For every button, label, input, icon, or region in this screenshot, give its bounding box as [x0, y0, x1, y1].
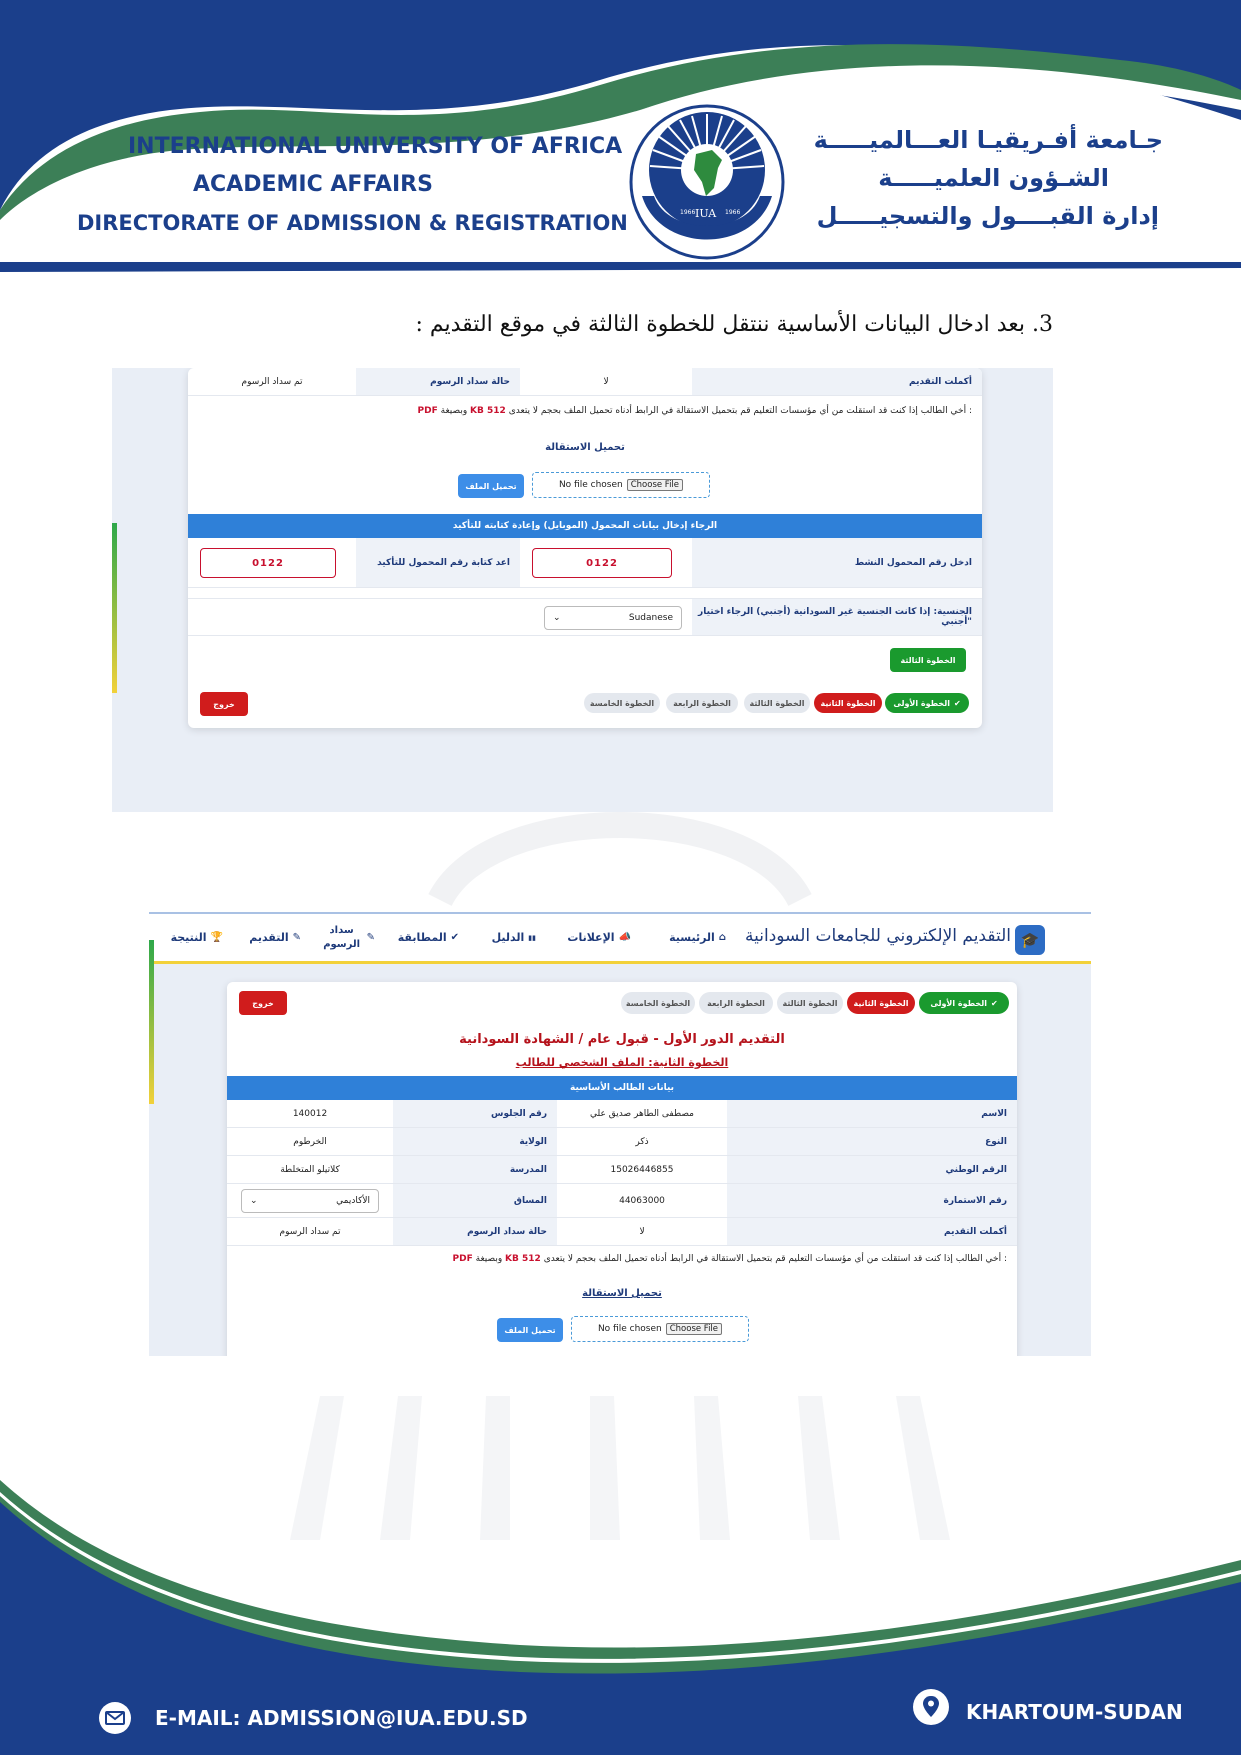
logo-year-left: 1966 [680, 209, 696, 216]
screenshot-step2-profile [149, 912, 1091, 1356]
resignation-note [418, 406, 972, 416]
note-size: 512 KB [470, 406, 506, 416]
nationality-label: الجنسية: إذا كانت الجنسية غير السودانية (أجنبي) الرجاء اختيار "أجنبي [692, 599, 982, 635]
state-value: الخرطوم [293, 1136, 327, 1147]
completed-value: لا [639, 1226, 645, 1237]
table-row [227, 1100, 1017, 1128]
nav-home-label: الرئيسية [669, 931, 715, 944]
graduation-cap-icon: 🎓 [1015, 925, 1045, 955]
choose-file-button[interactable]: Choose File [666, 1323, 722, 1335]
step-pill-4[interactable]: الخطوة الرابعة [666, 693, 738, 713]
mobile-instruction-bar: الرجاء إدخال بيانات المحمول (الموبايل) وإعادة كتابته للتأكيد [188, 514, 982, 538]
school-value: كلاتيلو المتخلطة [280, 1164, 340, 1175]
brand-title: التقديم الإلكتروني للجامعات السودانية [745, 926, 1011, 946]
nav-guide[interactable] [492, 914, 536, 961]
nav-fees[interactable] [321, 914, 375, 961]
step-pill-2[interactable]: الخطوة الثانية [847, 992, 915, 1014]
school-label: المدرسة [393, 1156, 557, 1183]
screenshot-crop-mask [140, 1356, 1100, 1396]
track-select[interactable] [241, 1189, 379, 1213]
mobile-input[interactable]: 0122 [532, 548, 672, 578]
check-circle-icon: ✔ [450, 932, 459, 943]
step-pill-5[interactable]: الخطوة الخامسة [621, 992, 695, 1014]
step-pill-1-label: الخطوة الأولى [930, 998, 987, 1008]
seat-number-label: رقم الجلوس [393, 1100, 557, 1127]
note-text: : أخي الطالب إذا كنت قد استقلت من أي مؤسسات التعليم قم بتحميل الاستقالة في الرابط أدناه تحميل الملف بحجم لا يتعدى [508, 406, 972, 416]
nav-result[interactable] [171, 914, 223, 961]
note-and-format: وبصيغة [475, 1254, 503, 1264]
edit-icon: ✎ [292, 932, 301, 943]
table-row [227, 1184, 1017, 1218]
nav-fees-label: سداد الرسوم [323, 924, 361, 950]
chevron-down-icon: ⌄ [553, 613, 561, 623]
completed-label: أكملت التقديم [692, 368, 982, 395]
application-title: التقديم الدور الأول - قبول عام / الشهادة السودانية [459, 1032, 785, 1047]
national-id-label: الرقم الوطني [727, 1156, 1017, 1183]
check-icon: ✔ [990, 998, 998, 1008]
book-icon: ▮▮ [528, 933, 536, 942]
header-english-line3: DIRECTORATE OF ADMISSION & REGISTRATION [77, 211, 628, 235]
sidebar-accent [112, 523, 117, 693]
basic-data-bar: بيانات الطالب الأساسية [227, 1076, 1017, 1100]
track-value: الأكاديمي [336, 1196, 370, 1206]
step-pill-3[interactable]: الخطوة الثالثة [744, 693, 810, 713]
top-navbar [149, 912, 1091, 964]
header-arabic-line2: الشـؤون العلميـــــة [878, 164, 1109, 192]
upload-file-button[interactable]: تحميل الملف [497, 1318, 563, 1342]
note-format: PDF [452, 1254, 473, 1264]
upload-title: تحميل الاستقالة [582, 1288, 662, 1299]
form-number-label: رقم الاستمارة [727, 1184, 1017, 1217]
choose-file-button[interactable]: Choose File [627, 479, 683, 491]
step-heading: 3. بعد ادخال البيانات الأساسية ننتقل للخطوة الثالثة في موقع التقديم : [415, 312, 1053, 337]
confirm-mobile-input[interactable]: 0122 [200, 548, 336, 578]
step-pill-2[interactable]: الخطوة الثانية [814, 693, 882, 713]
state-label: الولاية [393, 1128, 557, 1155]
logo-seal-text: IUA [695, 207, 717, 220]
gender-label: النوع [727, 1128, 1017, 1155]
location-pin-icon [912, 1688, 950, 1726]
table-row [227, 1218, 1017, 1246]
step-pill-1-label: الخطوة الأولى [893, 698, 950, 708]
nav-matching-label: المطابقة [397, 931, 447, 944]
profile-card [227, 982, 1017, 1356]
completed-label: أكملت التقديم [727, 1218, 1017, 1245]
nav-announcements[interactable] [567, 914, 631, 961]
form-number-value: 44063000 [619, 1195, 665, 1206]
payment-value: تم سداد الرسوم [279, 1226, 341, 1237]
application-subtitle: الخطوة الثانية: الملف الشخصي للطالب [515, 1056, 729, 1069]
nav-apply-label: التقديم [249, 931, 289, 944]
mobile-row [188, 538, 982, 588]
nav-apply[interactable] [249, 914, 301, 961]
next-step-button[interactable]: الخطوة الثالثة [890, 648, 966, 672]
national-id-value: 15026446855 [610, 1164, 674, 1175]
screenshot-step3-form [112, 368, 1053, 812]
table-row [227, 1156, 1017, 1184]
logout-button[interactable]: خروج [239, 991, 287, 1015]
logo-year-right: 1966 [725, 209, 741, 216]
nav-guide-label: الدليل [491, 931, 525, 944]
file-input[interactable] [571, 1316, 749, 1342]
header-arabic-line1: جـامعة أفـريقيـا العـــالميـــــة [813, 126, 1163, 154]
university-logo [620, 104, 794, 260]
envelope-icon [98, 1701, 132, 1735]
logout-button[interactable]: خروج [200, 692, 248, 716]
resignation-note [453, 1254, 1007, 1264]
header-english-line2: ACADEMIC AFFAIRS [193, 172, 433, 197]
footer-email: E-MAIL: ADMISSION@IUA.EDU.SD [155, 1706, 528, 1730]
file-input[interactable] [532, 472, 710, 498]
header-arabic-line3: إدارة القبــــول والتسجيـــــل [816, 202, 1159, 230]
footer-location: KHARTOUM-SUDAN [966, 1700, 1183, 1724]
nationality-value: Sudanese [628, 613, 673, 623]
nav-result-label: النتيجة [170, 931, 207, 944]
note-text: : أخي الطالب إذا كنت قد استقلت من أي مؤسسات التعليم قم بتحميل الاستقالة في الرابط أدناه تحميل الملف بحجم لا يتعدى [543, 1254, 1007, 1264]
payment-label: حالة سداد الرسوم [356, 368, 520, 395]
step-pill-4[interactable]: الخطوة الرابعة [699, 992, 773, 1014]
nav-announcements-label: الإعلانات [567, 931, 615, 944]
track-label: المساق [393, 1184, 557, 1217]
payment-value: تم سداد الرسوم [241, 376, 303, 387]
upload-title: تحميل الاستقالة [545, 442, 625, 453]
table-row [227, 1128, 1017, 1156]
gender-value: ذكر [635, 1136, 649, 1147]
upload-file-button[interactable]: تحميل الملف [458, 474, 524, 498]
home-icon: ⌂ [718, 932, 726, 943]
note-format: PDF [417, 406, 438, 416]
chevron-down-icon: ⌄ [250, 1196, 258, 1206]
note-size: 512 KB [505, 1254, 541, 1264]
header-english-line1: INTERNATIONAL UNIVERSITY OF AFRICA [128, 134, 623, 159]
megaphone-icon: 📣 [618, 932, 631, 943]
seat-number-value: 140012 [292, 1108, 328, 1119]
step-pill-1[interactable] [919, 992, 1009, 1014]
completed-value: لا [603, 376, 609, 387]
check-icon: ✔ [953, 698, 961, 708]
payment-label: حالة سداد الرسوم [393, 1218, 557, 1245]
file-none-text: No file chosen [597, 1324, 662, 1334]
nav-matching[interactable] [398, 914, 459, 961]
nationality-row [188, 598, 982, 636]
name-label: الاسم [727, 1100, 1017, 1127]
trophy-icon: 🏆 [210, 932, 223, 943]
name-value: مصطفى الطاهر صديق علي [590, 1108, 694, 1119]
nav-home[interactable] [669, 914, 726, 961]
note-and-format: وبصيغة [440, 406, 468, 416]
confirm-mobile-label: اعد كتابة رقم المحمول للتأكيد [356, 538, 520, 587]
step-pill-3[interactable]: الخطوة الثالثة [777, 992, 843, 1014]
nationality-select[interactable] [544, 606, 682, 630]
step-pill-5[interactable]: الخطوة الخامسة [584, 693, 660, 713]
edit-icon: ✎ [366, 932, 375, 943]
application-card [188, 368, 982, 728]
step-pill-1[interactable] [885, 693, 969, 713]
sidebar-accent [149, 940, 154, 1104]
mobile-label: ادخل رقم المحمول النشط [692, 538, 982, 587]
status-row [188, 368, 982, 396]
file-none-text: No file chosen [558, 480, 623, 490]
